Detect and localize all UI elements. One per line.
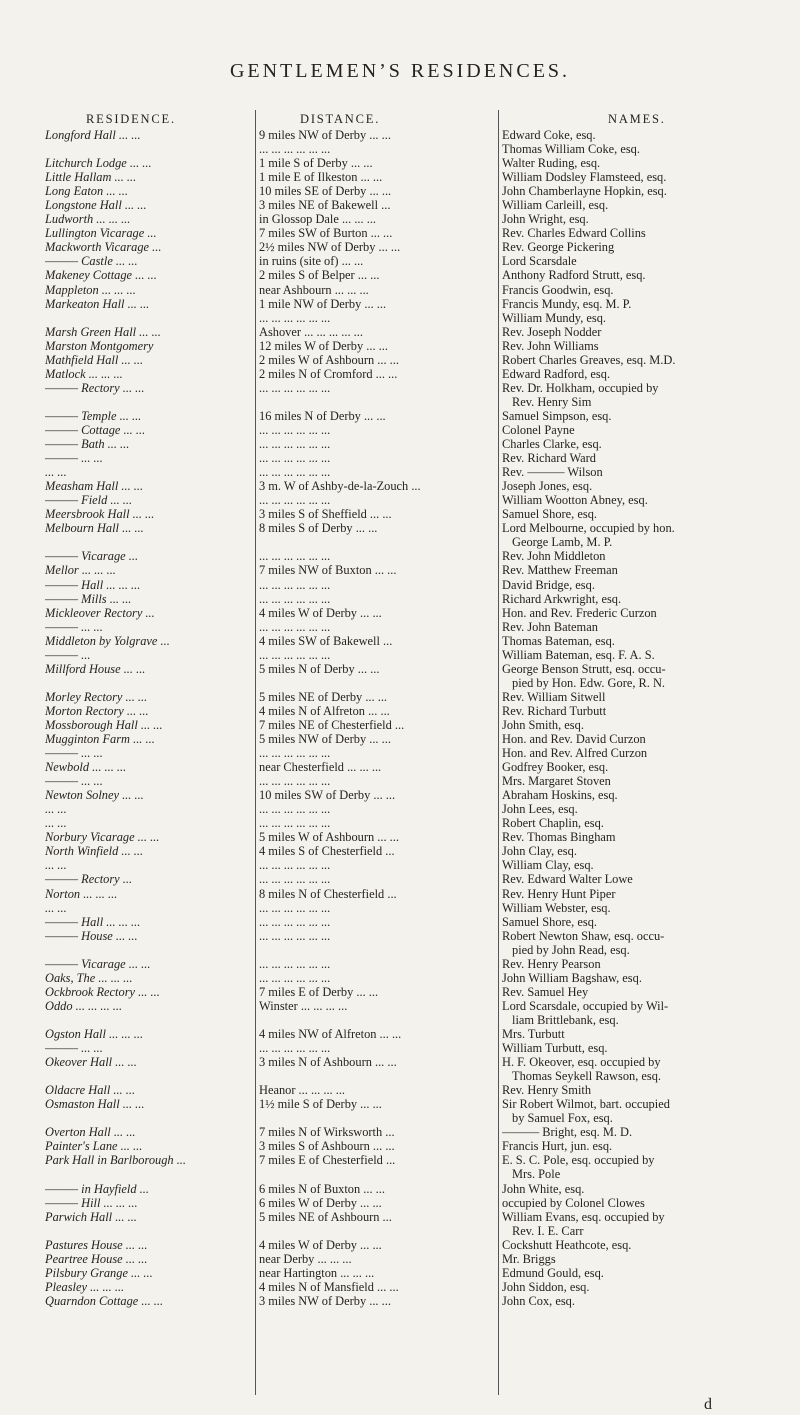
residence-line	[45, 943, 251, 957]
residence-line: ——— ... ...	[45, 451, 103, 466]
residence-line: ... ...	[45, 858, 67, 873]
residence-line: Mackworth Vicarage ...	[45, 240, 162, 255]
residence-line: Norbury Vicarage ... ...	[45, 830, 160, 845]
residence-line: Mappleton ... ... ...	[45, 282, 136, 297]
distance-line: Winster ... ... ... ...	[259, 998, 348, 1013]
residence-line: ——— Hall ... ... ...	[45, 914, 141, 929]
name-line: pied by John Read, esq.	[512, 942, 630, 957]
name-line: Samuel Simpson, esq.	[502, 408, 612, 423]
residence-line: Little Hallam ... ...	[45, 170, 137, 185]
name-line: Rev. Edward Walter Lowe	[502, 872, 633, 887]
name-line: William Dodsley Flamsteed, esq.	[502, 170, 667, 185]
distance-line: 7 miles N of Wirksworth ...	[259, 1125, 395, 1140]
names-column	[502, 128, 794, 1308]
name-line: Edmund Gould, esq.	[502, 1265, 604, 1280]
distance-line: 3 miles NE of Bakewell ...	[259, 198, 391, 213]
name-line: occupied by Colonel Clowes	[502, 1195, 645, 1210]
distance-line: in Glossop Dale ... ... ...	[259, 212, 377, 227]
distance-line: 1 mile NW of Derby ... ...	[259, 296, 387, 311]
residence-line: ——— in Hayfield ...	[45, 1181, 149, 1196]
name-line: Hon. and Rev. David Curzon	[502, 732, 646, 747]
distance-line	[259, 535, 495, 549]
name-line: William Wootton Abney, esq.	[502, 493, 648, 508]
residence-line: Ludworth ... ... ...	[45, 212, 131, 227]
residence-line	[45, 395, 251, 409]
residence-line: ... ...	[45, 900, 67, 915]
residence-line: ——— ... ...	[45, 1041, 103, 1056]
distance-line: 16 miles N of Derby ... ...	[259, 408, 386, 423]
name-line: Rev. Richard Ward	[502, 451, 596, 466]
distance-line	[259, 1167, 495, 1181]
name-line: William Turbutt, esq.	[502, 1041, 608, 1056]
distance-line: ... ... ... ... ... ...	[259, 970, 331, 985]
residence-line: Oaks, The ... ... ...	[45, 970, 133, 985]
name-line: Lord Scarsdale, occupied by Wil-	[502, 998, 669, 1013]
distance-line: 7 miles E of Derby ... ...	[259, 984, 379, 999]
distance-line: 4 miles N of Mansfield ... ...	[259, 1279, 399, 1294]
name-line: John Clay, esq.	[502, 844, 577, 859]
residence-line: Meersbrook Hall ... ...	[45, 507, 155, 522]
distance-line: 4 miles S of Chesterfield ...	[259, 844, 395, 859]
residence-column	[45, 128, 251, 1308]
name-line: Rev. Henry Hunt Piper	[502, 886, 616, 901]
distance-line: 3 miles NW of Derby ... ...	[259, 1293, 391, 1308]
residence-line: Morley Rectory ... ...	[45, 689, 148, 704]
distance-line: 1½ mile S of Derby ... ...	[259, 1097, 382, 1112]
distance-line: ... ... ... ... ... ...	[259, 1041, 331, 1056]
name-line: Rev. Charles Edward Collins	[502, 226, 646, 241]
distance-line: ... ... ... ... ... ...	[259, 816, 331, 831]
residence-line: ——— Mills ... ...	[45, 591, 132, 606]
residence-line: ——— Vicarage ... ...	[45, 956, 151, 971]
distance-line: 5 miles W of Ashbourn ... ...	[259, 830, 399, 845]
residence-line: ——— Cottage ... ...	[45, 422, 146, 437]
name-line: Edward Coke, esq.	[502, 128, 596, 142]
name-line: Mr. Briggs	[502, 1251, 556, 1266]
distance-line: Ashover ... ... ... ... ...	[259, 324, 363, 339]
name-line: liam Brittlebank, esq.	[512, 1012, 619, 1027]
distance-line: 5 miles NE of Derby ... ...	[259, 689, 388, 704]
residence-line: Millford House ... ...	[45, 661, 146, 676]
distance-line: 5 miles NE of Ashbourn ...	[259, 1209, 392, 1224]
residence-line: Norton ... ... ...	[45, 886, 118, 901]
distance-line: 8 miles N of Chesterfield ...	[259, 886, 397, 901]
distance-line: 7 miles SW of Burton ... ...	[259, 226, 393, 241]
name-line: Walter Ruding, esq.	[502, 156, 601, 171]
distance-line: 10 miles SE of Derby ... ...	[259, 184, 392, 199]
name-line: Rev. William Sitwell	[502, 689, 606, 704]
residence-line: Quarndon Cottage ... ...	[45, 1293, 164, 1308]
name-line: Sir Robert Wilmot, bart. occupied	[502, 1097, 670, 1112]
residence-line: ... ...	[45, 816, 67, 831]
distance-line: 12 miles W of Derby ... ...	[259, 338, 388, 353]
residence-line	[45, 676, 251, 690]
residence-line: Mugginton Farm ... ...	[45, 732, 155, 747]
distance-line	[259, 943, 495, 957]
residence-line: ——— ... ...	[45, 619, 103, 634]
residence-line: ——— ... ...	[45, 774, 103, 789]
name-line: Mrs. Pole	[512, 1167, 561, 1182]
residence-line	[45, 535, 251, 549]
distance-line: 2 miles W of Ashbourn ... ...	[259, 352, 399, 367]
distance-line: 4 miles N of Alfreton ... ...	[259, 703, 390, 718]
name-line: John William Bagshaw, esq.	[502, 970, 642, 985]
name-line: Lord Scarsdale	[502, 254, 577, 269]
distance-line	[259, 1069, 495, 1083]
name-line: E. S. C. Pole, esq. occupied by	[502, 1153, 655, 1168]
name-line: Samuel Shore, esq.	[502, 914, 597, 929]
residence-line: Pilsbury Grange ... ...	[45, 1265, 153, 1280]
residence-line: Marston Montgomery	[45, 338, 154, 353]
residence-line: Long Eaton ... ...	[45, 184, 128, 199]
distance-line: ... ... ... ... ... ...	[259, 380, 331, 395]
residence-line: Osmaston Hall ... ...	[45, 1097, 145, 1112]
residence-line: Middleton by Yolgrave ...	[45, 633, 170, 648]
distance-line: near Derby ... ... ...	[259, 1251, 352, 1266]
column-divider-right	[498, 110, 499, 1395]
name-line: Robert Charles Greaves, esq. M.D.	[502, 352, 676, 367]
distance-line: ... ... ... ... ... ...	[259, 858, 331, 873]
distance-line: ... ... ... ... ... ...	[259, 900, 331, 915]
distance-line: 3 miles S of Ashbourn ... ...	[259, 1139, 395, 1154]
distance-line: 9 miles NW of Derby ... ...	[259, 128, 391, 142]
distance-line: ... ... ... ... ... ...	[259, 591, 331, 606]
distance-line: ... ... ... ... ... ...	[259, 802, 331, 817]
name-line: Richard Arkwright, esq.	[502, 591, 622, 606]
distance-line: ... ... ... ... ... ...	[259, 872, 331, 887]
name-line: Rev. Joseph Nodder	[502, 324, 602, 339]
residence-line: Overton Hall ... ...	[45, 1125, 136, 1140]
residence-line: Pastures House ... ...	[45, 1237, 148, 1252]
distance-line: 3 miles S of Sheffield ... ...	[259, 507, 392, 522]
residence-line: Newbold ... ... ...	[45, 760, 127, 775]
residence-line: Peartree House ... ...	[45, 1251, 148, 1266]
distance-line: ... ... ... ... ... ...	[259, 310, 331, 325]
name-line: Rev. I. E. Carr	[512, 1223, 584, 1238]
distance-line: 4 miles SW of Bakewell ...	[259, 633, 393, 648]
name-line: Thomas Bateman, esq.	[502, 633, 615, 648]
distance-column	[259, 128, 495, 1308]
distance-line: 6 miles W of Derby ... ...	[259, 1195, 382, 1210]
name-line: Rev. Thomas Bingham	[502, 830, 616, 845]
residence-line: Lullington Vicarage ...	[45, 226, 157, 241]
residence-line: Mossborough Hall ... ...	[45, 717, 163, 732]
name-line: Francis Hurt, jun. esq.	[502, 1139, 613, 1154]
distance-line	[259, 1224, 495, 1238]
distance-line: 5 miles N of Derby ... ...	[259, 661, 380, 676]
distance-line: ... ... ... ... ... ...	[259, 142, 331, 157]
name-line: George Lamb, M. P.	[512, 535, 613, 550]
residence-line: Melbourn Hall ... ...	[45, 521, 144, 536]
name-line: Rev. Henry Pearson	[502, 956, 601, 971]
residence-line: ——— ... ...	[45, 746, 103, 761]
residence-line	[45, 1111, 251, 1125]
name-line: John Wright, esq.	[502, 212, 589, 227]
distance-line: 8 miles S of Derby ... ...	[259, 521, 378, 536]
distance-line: 2½ miles NW of Derby ... ...	[259, 240, 401, 255]
name-line: William Mundy, esq.	[502, 310, 607, 325]
residence-line	[45, 1224, 251, 1238]
distance-line: Heanor ... ... ... ...	[259, 1083, 346, 1098]
residence-line: ——— Bath ... ...	[45, 437, 130, 452]
residence-line: Marsh Green Hall ... ...	[45, 324, 161, 339]
residence-line: Park Hall in Barlborough ...	[45, 1153, 186, 1168]
residence-line: Okeover Hall ... ...	[45, 1055, 137, 1070]
residence-line: ——— Rectory ...	[45, 872, 133, 887]
distance-line: 7 miles NW of Buxton ... ...	[259, 563, 397, 578]
distance-line	[259, 395, 495, 409]
name-line: John Chamberlayne Hopkin, esq.	[502, 184, 667, 199]
residence-line: Mathfield Hall ... ...	[45, 352, 144, 367]
distance-line: near Ashbourn ... ... ...	[259, 282, 369, 297]
column-divider-left	[255, 110, 256, 1395]
distance-line: ... ... ... ... ... ...	[259, 956, 331, 971]
name-line: Joseph Jones, esq.	[502, 479, 593, 494]
name-line: Thomas Seykell Rawson, esq.	[512, 1069, 662, 1084]
residence-line: Ockbrook Rectory ... ...	[45, 984, 160, 999]
name-line: Rev. Henry Smith	[502, 1083, 592, 1098]
residence-line: ——— House ... ...	[45, 928, 138, 943]
residence-line: Pleasley ... ... ...	[45, 1279, 125, 1294]
name-line: by Samuel Fox, esq.	[512, 1111, 613, 1126]
name-line: Robert Chaplin, esq.	[502, 816, 604, 831]
residence-line: ——— ...	[45, 647, 91, 662]
distance-line: 3 m. W of Ashby-de-la-Zouch ...	[259, 479, 421, 494]
residence-line: ——— Temple ... ...	[45, 408, 142, 423]
residence-line: Newton Solney ... ...	[45, 788, 144, 803]
distance-line: ... ... ... ... ... ...	[259, 493, 331, 508]
distance-line: ... ... ... ... ... ...	[259, 422, 331, 437]
distance-line: 10 miles SW of Derby ... ...	[259, 788, 396, 803]
residence-line	[45, 1013, 251, 1027]
residence-line: ——— Castle ... ...	[45, 254, 138, 269]
name-line: John Cox, esq.	[502, 1293, 575, 1308]
name-line: Hon. and Rev. Alfred Curzon	[502, 746, 648, 761]
distance-line: 5 miles NW of Derby ... ...	[259, 732, 391, 747]
residence-line	[45, 311, 251, 325]
residence-line: ... ...	[45, 802, 67, 817]
distance-line: 6 miles N of Buxton ... ...	[259, 1181, 385, 1196]
residence-line: Makeney Cottage ... ...	[45, 268, 157, 283]
residence-line	[45, 1069, 251, 1083]
residence-line: Measham Hall ... ...	[45, 479, 144, 494]
residence-line: Parwich Hall ... ...	[45, 1209, 137, 1224]
residence-line: Painter's Lane ... ...	[45, 1139, 143, 1154]
residence-line: ——— Hill ... ... ...	[45, 1195, 138, 1210]
residence-line: ——— Field ... ...	[45, 493, 133, 508]
residence-line: Mickleover Rectory ...	[45, 605, 155, 620]
name-line: Francis Goodwin, esq.	[502, 282, 614, 297]
name-line: Colonel Payne	[502, 422, 575, 437]
distance-line: 2 miles S of Belper ... ...	[259, 268, 380, 283]
name-line: Rev. Henry Sim	[512, 394, 592, 409]
distance-line: near Hartington ... ... ...	[259, 1265, 375, 1280]
distance-line	[259, 676, 495, 690]
name-line: John Siddon, esq.	[502, 1279, 590, 1294]
name-line: pied by Hon. Edw. Gore, R. N.	[512, 675, 666, 690]
name-line: Charles Clarke, esq.	[502, 437, 602, 452]
name-line: Rev. Matthew Freeman	[502, 563, 618, 578]
name-line: Rev. Samuel Hey	[502, 984, 589, 999]
residence-line: Longstone Hall ... ...	[45, 198, 147, 213]
name-line: John White, esq.	[502, 1181, 585, 1196]
name-line: Anthony Radford Strutt, esq.	[502, 268, 646, 283]
distance-line: ... ... ... ... ... ...	[259, 928, 331, 943]
residence-line: Matlock ... ... ...	[45, 366, 123, 381]
distance-header: DISTANCE.	[300, 112, 381, 126]
residence-line: Morton Rectory ... ...	[45, 703, 149, 718]
distance-line: ... ... ... ... ... ...	[259, 647, 331, 662]
name-line: Samuel Shore, esq.	[502, 507, 597, 522]
name-line: Rev. ——— Wilson	[502, 465, 603, 480]
distance-line: 4 miles W of Derby ... ...	[259, 605, 382, 620]
residence-line	[45, 1167, 251, 1181]
names-header: NAMES.	[608, 112, 666, 126]
name-line: Lord Melbourne, occupied by hon.	[502, 521, 675, 536]
distance-line	[259, 1013, 495, 1027]
residence-line: Ogston Hall ... ... ...	[45, 1027, 144, 1041]
residence-line: Oldacre Hall ... ...	[45, 1083, 136, 1098]
distance-line: ... ... ... ... ... ...	[259, 746, 331, 761]
name-line: Mrs. Turbutt	[502, 1027, 565, 1041]
distance-line: 7 miles E of Chesterfield ...	[259, 1153, 396, 1168]
residence-line: ... ...	[45, 465, 67, 480]
name-line: Edward Radford, esq.	[502, 366, 611, 381]
distance-line: in ruins (site of) ... ...	[259, 254, 364, 269]
name-line: Thomas William Coke, esq.	[502, 142, 640, 157]
name-line: Hon. and Rev. Frederic Curzon	[502, 605, 657, 620]
residence-header: RESIDENCE.	[86, 112, 176, 126]
name-line: John Smith, esq.	[502, 717, 584, 732]
residence-line: Litchurch Lodge ... ...	[45, 156, 152, 171]
name-line: Rev. John Bateman	[502, 619, 598, 634]
residence-line: Markeaton Hall ... ...	[45, 296, 150, 311]
distance-line: ... ... ... ... ... ...	[259, 914, 331, 929]
name-line: Abraham Hoskins, esq.	[502, 788, 618, 803]
distance-line: 7 miles NE of Chesterfield ...	[259, 717, 405, 732]
name-line: Cockshutt Heathcote, esq.	[502, 1237, 632, 1252]
distance-line: ... ... ... ... ... ...	[259, 549, 331, 564]
name-line: George Benson Strutt, esq. occu-	[502, 661, 666, 676]
distance-line: ... ... ... ... ... ...	[259, 465, 331, 480]
name-line: William Evans, esq. occupied by	[502, 1209, 665, 1224]
residence-line: Oddo ... ... ... ...	[45, 998, 123, 1013]
residence-line: ——— Vicarage ...	[45, 549, 139, 564]
distance-line: near Chesterfield ... ... ...	[259, 760, 382, 775]
distance-line: 2 miles N of Cromford ... ...	[259, 366, 398, 381]
residence-line: ——— Hall ... ... ...	[45, 577, 141, 592]
name-line: Rev. George Pickering	[502, 240, 615, 255]
distance-line: 4 miles W of Derby ... ...	[259, 1237, 382, 1252]
name-line: William Carleill, esq.	[502, 198, 609, 213]
distance-line: ... ... ... ... ... ...	[259, 437, 331, 452]
distance-line	[259, 1111, 495, 1125]
name-line: Rev. Richard Turbutt	[502, 703, 607, 718]
name-line: Rev. Dr. Holkham, occupied by	[502, 380, 659, 395]
name-line: ——— Bright, esq. M. D.	[502, 1125, 633, 1140]
residence-line: Mellor ... ... ...	[45, 563, 116, 578]
name-line: Godfrey Booker, esq.	[502, 760, 609, 775]
residence-line: Longford Hall ... ...	[45, 128, 141, 142]
name-line: David Bridge, esq.	[502, 577, 595, 592]
residence-line	[45, 142, 251, 156]
name-line: H. F. Okeover, esq. occupied by	[502, 1055, 661, 1070]
distance-line: ... ... ... ... ... ...	[259, 451, 331, 466]
name-line: Rev. John Middleton	[502, 549, 606, 564]
distance-line: 4 miles NW of Alfreton ... ...	[259, 1027, 402, 1041]
residence-line: North Winfield ... ...	[45, 844, 144, 859]
distance-line: ... ... ... ... ... ...	[259, 577, 331, 592]
name-line: John Lees, esq.	[502, 802, 578, 817]
name-line: Robert Newton Shaw, esq. occu-	[502, 928, 665, 943]
distance-line: ... ... ... ... ... ...	[259, 619, 331, 634]
name-line: William Clay, esq.	[502, 858, 594, 873]
distance-line: 1 mile E of Ilkeston ... ...	[259, 170, 383, 185]
name-line: Mrs. Margaret Stoven	[502, 774, 611, 789]
page-title: GENTLEMEN’S RESIDENCES.	[229, 60, 571, 82]
residence-line: ——— Rectory ... ...	[45, 380, 145, 395]
name-line: William Bateman, esq. F. A. S.	[502, 647, 655, 662]
signature-mark: d	[704, 1396, 712, 1413]
name-line: Rev. John Williams	[502, 338, 599, 353]
name-line: William Webster, esq.	[502, 900, 611, 915]
distance-line: 1 mile S of Derby ... ...	[259, 156, 373, 171]
name-line: Francis Mundy, esq. M. P.	[502, 296, 632, 311]
distance-line: ... ... ... ... ... ...	[259, 774, 331, 789]
distance-line: 3 miles N of Ashbourn ... ...	[259, 1055, 397, 1070]
